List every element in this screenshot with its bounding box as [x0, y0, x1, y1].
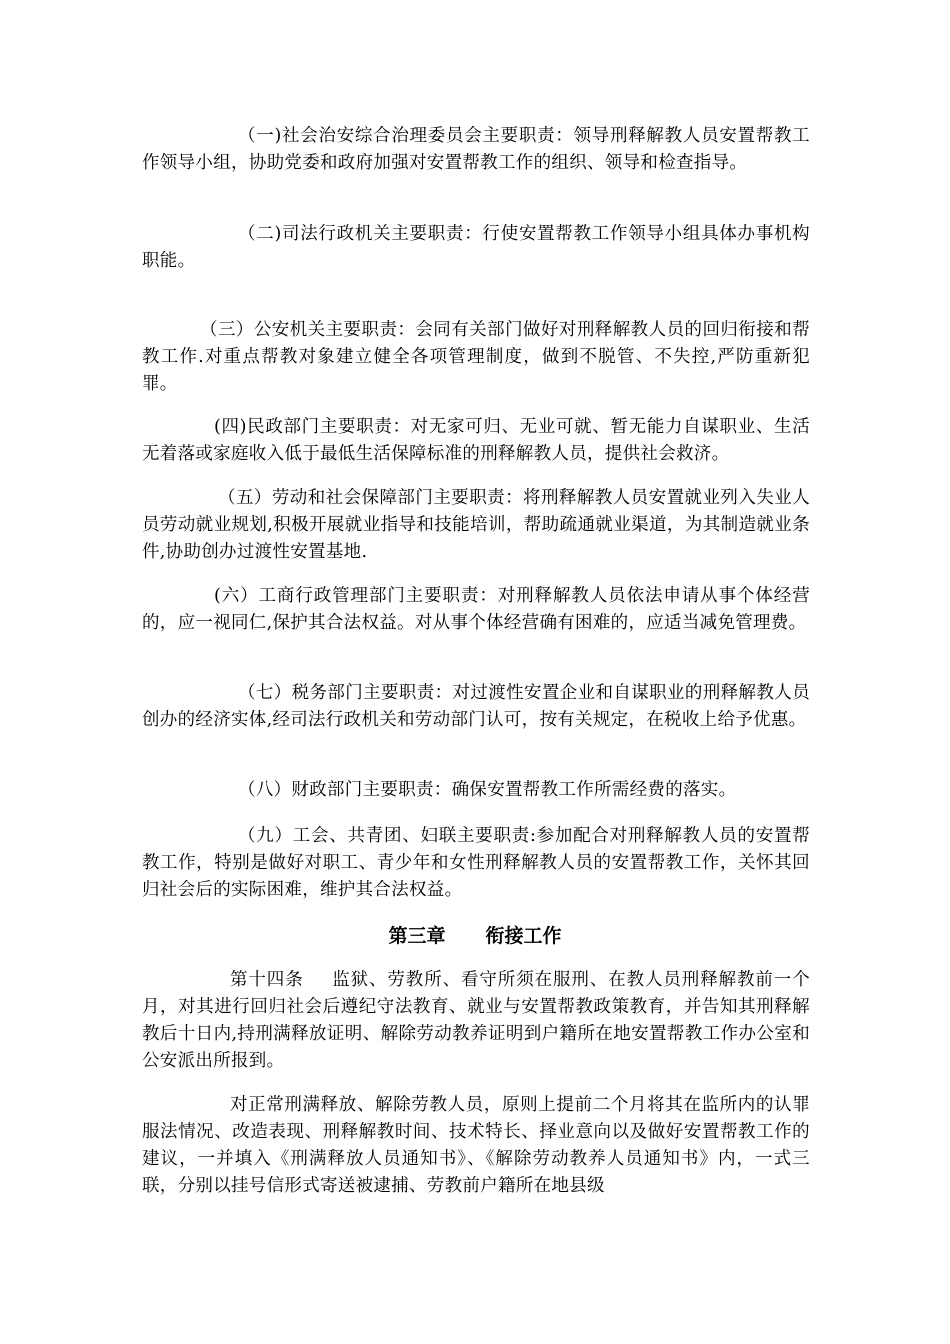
paragraph-7: （七）税务部门主要职责：对过渡性安置企业和自谋职业的刑释解教人员创办的经济实体,经司法行政机关和劳动部门认可，按有关规定，在税收上给予优惠。	[142, 683, 810, 730]
paragraph-5: （五）劳动和社会保障部门主要职责：将刑释解教人员安置就业列入失业人员劳动就业规划,积极开展就业指导和技能培训，帮助疏通就业渠道，为其制造就业条件,协助创办过渡性安置基地.	[142, 488, 810, 562]
article-14	[142, 967, 810, 1075]
paragraph-8: （八）财政部门主要职责：确保安置帮教工作所需经费的落实。	[238, 780, 737, 800]
paragraph-1: （一)社会治安综合治理委员会主要职责：领导刑释解教人员安置帮教工作领导小组，协助党委和政府加强对安置帮教工作的组织、领导和检查指导。	[142, 126, 810, 173]
paragraph-4: (四)民政部门主要职责：对无家可归、无业可就、暂无能力自谋职业、生活无着落或家庭收入低于最低生活保障标准的刑释解教人员，提供社会救济。	[142, 417, 810, 464]
article-14-text: 监狱、劳教所、看守所须在服刑、在教人员刑释解教前一个月，对其进行回归社会后遵纪守法教育、就业与安置帮教政策教育，并告知其刑释解教后十日内,持刑满释放证明、解除劳动教养证明到户籍所在地安置帮教工作办公室和公安派出所报到。	[142, 970, 810, 1071]
paragraph-3: （三）公安机关主要职责：会同有关部门做好对刑释解教人员的回归衔接和帮教工作.对重点帮教对象建立健全各项管理制度，做到不脱管、不失控,严防重新犯罪。	[142, 320, 810, 394]
paragraph-6: (六）工商行政管理部门主要职责：对刑释解教人员依法申请从事个体经营的，应一视同仁,保护其合法权益。对从事个体经营确有困难的，应适当减免管理费。	[142, 586, 810, 633]
article-14-label: 第十四条	[230, 970, 304, 990]
chapter-title: 衔接工作	[485, 925, 562, 947]
paragraph-9: （九）工会、共青团、妇联主要职责:参加配合对刑释解教人员的安置帮教工作，特别是做好对职工、青少年和女性刑释解教人员的安置帮教工作，关怀其回归社会后的实际困难，维护其合法权益。	[142, 826, 810, 900]
paragraph-2: （二)司法行政机关主要职责：行使安置帮教工作领导小组具体办事机构职能。	[142, 224, 810, 271]
chapter-number: 第三章	[388, 925, 446, 947]
chapter-heading	[0, 922, 950, 950]
paragraph-last: 对正常刑满释放、解除劳教人员，原则上提前二个月将其在监所内的认罪服法情况、改造表现、刑释解教时间、技术特长、择业意向以及做好安置帮教工作的建议，一并填入《刑满释放人员通知书》、《解除劳动教养人员通知书》内，一式三联，分别以挂号信形式寄送被逮捕、劳教前户籍所在地县级	[142, 1095, 810, 1196]
